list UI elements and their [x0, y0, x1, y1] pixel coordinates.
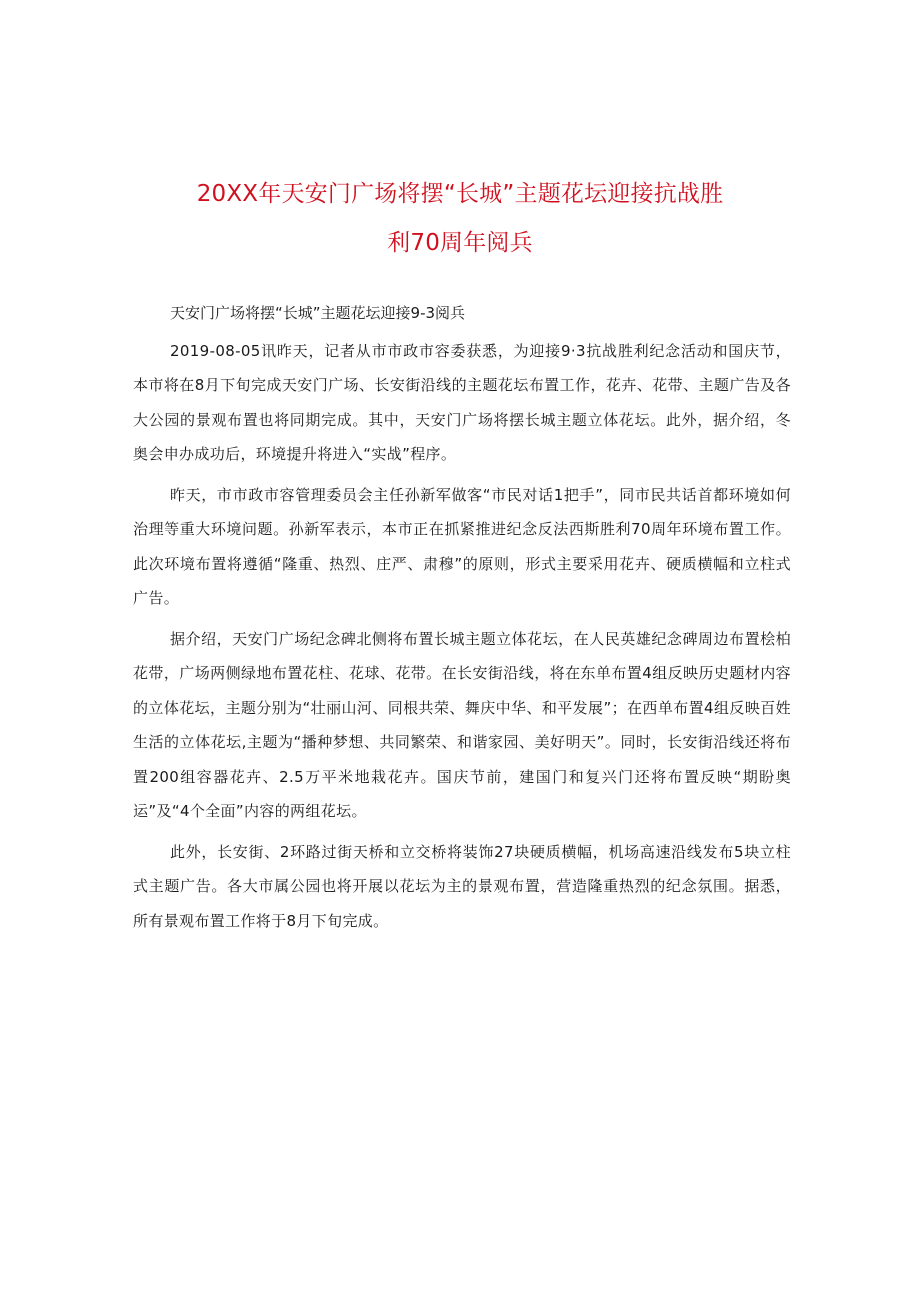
article-subtitle: 天安门广场将摆“长城”主题花坛迎接9-3阅兵 [170, 304, 466, 322]
paragraph-1: 2019-08-05讯昨天，记者从市市政市容委获悉，为迎接9·3抗战胜利纪念活动和国庆节，本市将在8月下旬完成天安门广场、长安街沿线的主题花坛布置工作，花卉、花带、主题广告及各大公园的景观布置也将同期完成。其中，天安门广场将摆长城主题立体花坛。此外，据介绍，冬奥会申办成功后，环境提升将进入“实战”程序。 [133, 341, 791, 463]
paragraph-2: 昨天，市市政市容管理委员会主任孙新军做客“市民对话1把手”，同市民共话首都环境如何治理等重大环境问题。孙新军表示，本市正在抓紧推进纪念反法西斯胜利70周年环境布置工作。此次环境布置将遵循“隆重、热烈、庄严、肃穆”的原则，形式主要采用花卉、硬质横幅和立柱式广告。 [133, 485, 791, 607]
document-title [130, 170, 790, 268]
paragraph-4: 此外，长安街、2环路过街天桥和立交桥将装饰27块硬质横幅，机场高速沿线发布5块立柱式主题广告。各大市属公园也将开展以花坛为主的景观布置，营造隆重热烈的纪念氛围。据悉，所有景观布置工作将于8月下旬完成。 [133, 842, 791, 930]
paragraph-3: 据介绍，天安门广场纪念碑北侧将布置长城主题立体花坛，在人民英雄纪念碑周边布置桧柏花带，广场两侧绿地布置花柱、花球、花带。在长安街沿线，将在东单布置4组反映历史题材内容的立体花坛，主题分别为“壮丽山河、同根共荣、舞庆中华、和平发展”；在西单布置4组反映百姓生活的立体花坛,主题为“播种梦想、共同繁荣、和谐家园、美好明天”。同时，长安街沿线还将布置200组容器花卉、2.5万平米地栽花卉。国庆节前，建国门和复兴门还将布置反映“期盼奥运”及“4个全面”内容的两组花坛。 [133, 629, 791, 820]
title-line-1: 20XX年天安门广场将摆“长城”主题花坛迎接抗战胜 [196, 181, 724, 207]
title-line-2: 利70周年阅兵 [387, 230, 533, 256]
document-body [133, 296, 791, 944]
